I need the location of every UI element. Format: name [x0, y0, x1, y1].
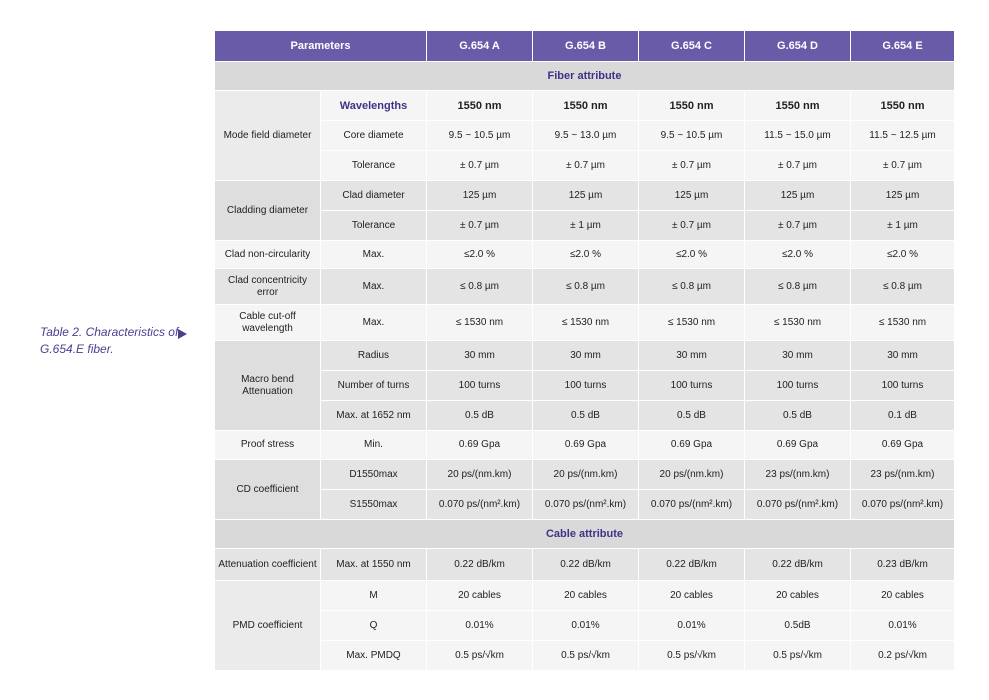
table-cell: 0.5 dB	[639, 401, 745, 431]
table-cell: ≤2.0 %	[533, 241, 639, 269]
table-row	[215, 305, 955, 341]
table-cell: 11.5 ~ 12.5 µm	[851, 121, 955, 151]
row-label: Tolerance	[321, 151, 427, 181]
table-cell: ≤ 1530 nm	[427, 305, 533, 341]
table-cell: ≤ 1530 nm	[639, 305, 745, 341]
group-label: Proof stress	[215, 431, 321, 460]
table-cell: 23 ps/(nm.km)	[745, 460, 851, 490]
table-cell: 20 cables	[851, 581, 955, 611]
table-cell: 100 turns	[851, 371, 955, 401]
section-title: Cable attribute	[215, 520, 955, 549]
table-row	[215, 91, 955, 121]
table-cell: 0.69 Gpa	[745, 431, 851, 460]
table-row	[215, 641, 955, 671]
table-cell: 30 mm	[851, 341, 955, 371]
table-cell: 9.5 ~ 10.5 µm	[427, 121, 533, 151]
table-row	[215, 241, 955, 269]
row-label: Max.	[321, 305, 427, 341]
table-cell: 30 mm	[533, 341, 639, 371]
table-cell: ≤ 0.8 µm	[533, 269, 639, 305]
table-row	[215, 460, 955, 490]
row-label: Radius	[321, 341, 427, 371]
section-title: Fiber attribute	[215, 62, 955, 91]
table-cell: 0.22 dB/km	[639, 549, 745, 581]
group-label: Macro bend Attenuation	[215, 341, 321, 431]
row-label: D1550max	[321, 460, 427, 490]
table-cell: 0.01%	[533, 611, 639, 641]
table-row	[215, 371, 955, 401]
table-cell: 0.22 dB/km	[533, 549, 639, 581]
table-cell: 125 µm	[639, 181, 745, 211]
table-cell: 0.070 ps/(nm².km)	[745, 490, 851, 520]
row-label: Max.	[321, 241, 427, 269]
table-cell: 0.5 ps/√km	[639, 641, 745, 671]
table-cell: 125 µm	[533, 181, 639, 211]
section-row-cable	[215, 520, 955, 549]
row-label: Min.	[321, 431, 427, 460]
table-cell: 0.01%	[427, 611, 533, 641]
table-cell: ± 1 µm	[851, 211, 955, 241]
table-row	[215, 581, 955, 611]
row-label: Max. PMDQ	[321, 641, 427, 671]
table-cell: 0.23 dB/km	[851, 549, 955, 581]
table-cell: 30 mm	[639, 341, 745, 371]
table-row	[215, 269, 955, 305]
group-label: CD coefficient	[215, 460, 321, 520]
table-cell: 0.69 Gpa	[851, 431, 955, 460]
table-cell: ± 0.7 µm	[533, 151, 639, 181]
row-label: M	[321, 581, 427, 611]
table-cell: ± 0.7 µm	[427, 211, 533, 241]
table-row	[215, 611, 955, 641]
table-cell: 20 cables	[533, 581, 639, 611]
group-label: Clad non-circularity	[215, 241, 321, 269]
header-col: G.654 A	[427, 31, 533, 62]
table-cell: 1550 nm	[427, 91, 533, 121]
table-row	[215, 181, 955, 211]
group-label: Attenuation coefficient	[215, 549, 321, 581]
table-cell: ± 1 µm	[533, 211, 639, 241]
table-cell: 11.5 ~ 15.0 µm	[745, 121, 851, 151]
row-label: Wavelengths	[321, 91, 427, 121]
table-cell: 100 turns	[533, 371, 639, 401]
table-caption	[40, 324, 200, 358]
table-cell: 0.070 ps/(nm².km)	[639, 490, 745, 520]
row-label: Max. at 1652 nm	[321, 401, 427, 431]
table-cell: 0.22 dB/km	[427, 549, 533, 581]
row-label: Number of turns	[321, 371, 427, 401]
group-label: Mode field diameter	[215, 91, 321, 181]
table-cell: 1550 nm	[745, 91, 851, 121]
table-cell: ≤ 0.8 µm	[427, 269, 533, 305]
table-cell: 23 ps/(nm.km)	[851, 460, 955, 490]
table-cell: ± 0.7 µm	[745, 151, 851, 181]
table-cell: 0.5 ps/√km	[427, 641, 533, 671]
table-cell: ± 0.7 µm	[745, 211, 851, 241]
table-cell: 20 ps/(nm.km)	[427, 460, 533, 490]
table-cell: 0.69 Gpa	[639, 431, 745, 460]
table-cell: ≤2.0 %	[851, 241, 955, 269]
table-cell: 0.5 ps/√km	[745, 641, 851, 671]
table-cell: 0.01%	[639, 611, 745, 641]
row-label: S1550max	[321, 490, 427, 520]
table-cell: 20 ps/(nm.km)	[639, 460, 745, 490]
caption-text: Table 2. Characteristics of G.654.E fiber.	[40, 325, 179, 356]
table-cell: 0.070 ps/(nm².km)	[851, 490, 955, 520]
table-row	[215, 490, 955, 520]
table-cell: 0.69 Gpa	[533, 431, 639, 460]
header-parameters: Parameters	[215, 31, 427, 62]
table-row	[215, 151, 955, 181]
header-col: G.654 C	[639, 31, 745, 62]
table-cell: 0.5 dB	[427, 401, 533, 431]
table-cell: 100 turns	[745, 371, 851, 401]
table-cell: ≤ 0.8 µm	[851, 269, 955, 305]
table-cell: 125 µm	[427, 181, 533, 211]
table-row	[215, 121, 955, 151]
table-cell: ≤2.0 %	[745, 241, 851, 269]
table-row	[215, 401, 955, 431]
table-cell: ≤2.0 %	[639, 241, 745, 269]
table-cell: 1550 nm	[851, 91, 955, 121]
table-cell: 20 cables	[745, 581, 851, 611]
table-cell: 0.5dB	[745, 611, 851, 641]
table-cell: ± 0.7 µm	[851, 151, 955, 181]
row-label: Max. at 1550 nm	[321, 549, 427, 581]
table-cell: 0.01%	[851, 611, 955, 641]
table-cell: 0.1 dB	[851, 401, 955, 431]
table-cell: 0.5 dB	[533, 401, 639, 431]
table-header-row	[215, 31, 955, 62]
table-cell: ≤ 0.8 µm	[745, 269, 851, 305]
table-cell: ± 0.7 µm	[427, 151, 533, 181]
table-cell: ≤ 1530 nm	[533, 305, 639, 341]
section-row-fiber	[215, 62, 955, 91]
table-cell: 0.22 dB/km	[745, 549, 851, 581]
table-cell: 125 µm	[851, 181, 955, 211]
header-col: G.654 D	[745, 31, 851, 62]
table-cell: 9.5 ~ 13.0 µm	[533, 121, 639, 151]
table-cell: 30 mm	[427, 341, 533, 371]
group-label: Clad concentricity error	[215, 269, 321, 305]
table-cell: ≤ 0.8 µm	[639, 269, 745, 305]
fiber-spec-table	[214, 30, 955, 671]
header-col: G.654 B	[533, 31, 639, 62]
group-label: Cable cut-off wavelength	[215, 305, 321, 341]
table-cell: ≤ 1530 nm	[851, 305, 955, 341]
row-label: Max.	[321, 269, 427, 305]
table-cell: ≤ 1530 nm	[745, 305, 851, 341]
table-cell: 125 µm	[745, 181, 851, 211]
table-cell: 100 turns	[639, 371, 745, 401]
table-cell: 1550 nm	[533, 91, 639, 121]
table-row	[215, 211, 955, 241]
table-cell: 100 turns	[427, 371, 533, 401]
table-cell: 0.5 ps/√km	[533, 641, 639, 671]
table-cell: ± 0.7 µm	[639, 151, 745, 181]
row-label: Clad diameter	[321, 181, 427, 211]
table-cell: 0.5 dB	[745, 401, 851, 431]
table-cell: ± 0.7 µm	[639, 211, 745, 241]
group-label: Cladding diameter	[215, 181, 321, 241]
table-cell: 20 cables	[639, 581, 745, 611]
table-cell: 20 cables	[427, 581, 533, 611]
table-cell: 0.070 ps/(nm².km)	[427, 490, 533, 520]
table-cell: 0.69 Gpa	[427, 431, 533, 460]
table-cell: ≤2.0 %	[427, 241, 533, 269]
table-cell: 30 mm	[745, 341, 851, 371]
table-row	[215, 549, 955, 581]
table-row	[215, 341, 955, 371]
table-cell: 9.5 ~ 10.5 µm	[639, 121, 745, 151]
row-label: Q	[321, 611, 427, 641]
group-label: PMD coefficient	[215, 581, 321, 671]
table-cell: 20 ps/(nm.km)	[533, 460, 639, 490]
table-cell: 0.070 ps/(nm².km)	[533, 490, 639, 520]
row-label: Tolerance	[321, 211, 427, 241]
header-col: G.654 E	[851, 31, 955, 62]
caption-arrow-icon	[178, 329, 187, 339]
row-label: Core diamete	[321, 121, 427, 151]
table-cell: 0.2 ps/√km	[851, 641, 955, 671]
table-row	[215, 431, 955, 460]
table-cell: 1550 nm	[639, 91, 745, 121]
